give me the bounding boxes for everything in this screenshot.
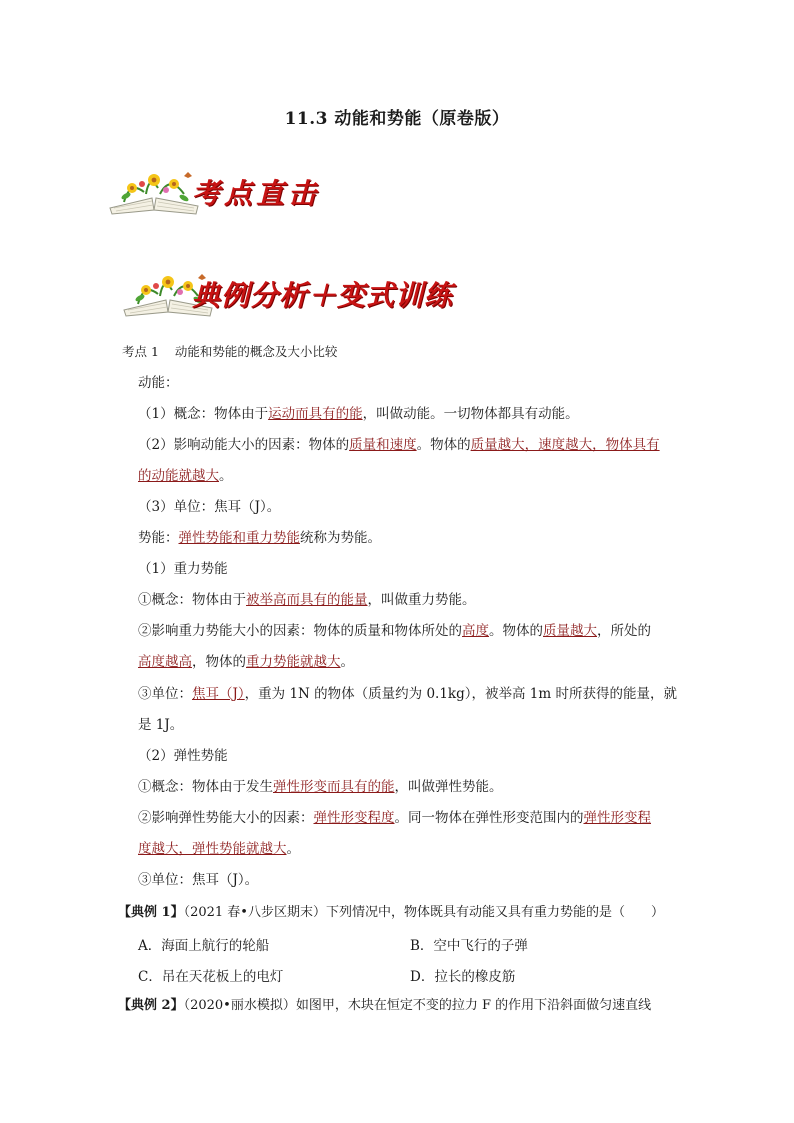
tanxing-concept <box>138 777 503 797</box>
text-span: ，所处的 <box>597 623 651 639</box>
option-b: B．空中飞行的子弹 <box>410 938 528 954</box>
option-d: D．拉长的橡皮筋 <box>410 969 516 985</box>
text-span: ②影响重力势能大小的因素：物体的质量和物体所处的 <box>138 623 462 639</box>
kaodian-title: 动能和势能的概念及大小比较 <box>174 344 338 359</box>
underlined-keyword: 弹性形变程 <box>583 810 651 826</box>
text-span: ，叫做重力势能。 <box>367 592 476 608</box>
text-span: 。同一物体在弹性形变范围内的 <box>394 810 584 826</box>
underlined-keyword: 质量越大，速度越大，物体具有 <box>470 437 660 453</box>
kaodian-number: 考点 1 <box>122 344 159 359</box>
example-text: （2021 春•八步区期末）下列情况中，物体既具有动能又具有重力势能的是（ ） <box>183 905 664 920</box>
text-span: ①概念：物体由于 <box>138 592 246 608</box>
underlined-keyword: 高度越高 <box>138 654 192 670</box>
tanxing-unit: ③单位：焦耳（J）。 <box>138 872 259 888</box>
text-span: 。物体的 <box>416 437 471 453</box>
text-span: 。 <box>340 654 354 670</box>
section-banner-text: 典例分析＋变式训练 <box>192 279 454 312</box>
zhongli-unit <box>138 684 677 704</box>
tanxing-factors <box>138 808 651 828</box>
text-span: （1）概念：物体由于 <box>138 406 269 422</box>
underlined-keyword: 焦耳（J） <box>192 686 245 702</box>
text-span: 。 <box>219 468 233 484</box>
underlined-keyword: 被举高而具有的能量 <box>246 592 368 608</box>
underlined-keyword: 质量越大 <box>543 623 597 639</box>
section-banner-dianli <box>104 266 564 322</box>
zhongli-factors-cont <box>138 652 354 672</box>
tanxing-factors-cont <box>138 839 300 859</box>
example-text: （2020•丽水模拟）如图甲，木块在恒定不变的拉力 F 的作用下沿斜面做匀速直线 <box>183 998 652 1013</box>
dongneng-factors-cont <box>138 466 233 486</box>
underlined-keyword: 度越大，弹性势能就越大 <box>138 841 287 857</box>
zhongli-unit-cont: 是 1J。 <box>138 717 184 733</box>
underlined-keyword: 弹性形变程度 <box>313 810 395 826</box>
example-tag: 【典例 1】 <box>118 905 184 920</box>
example-tag: 【典例 2】 <box>118 998 184 1013</box>
text-span: ，物体的 <box>192 654 246 670</box>
text-span: ，重为 1N 的物体（质量约为 0.1kg），被举高 1m 时所获得的能量，就 <box>244 686 677 702</box>
zhongli-heading: （1）重力势能 <box>138 561 228 577</box>
page-title: 11.3 动能和势能（原卷版） <box>284 109 510 129</box>
text-span: 。物体的 <box>489 623 543 639</box>
text-span: 势能： <box>138 530 179 546</box>
dongneng-heading: 动能： <box>138 375 179 391</box>
text-span: 统称为势能。 <box>300 530 381 546</box>
underlined-keyword: 质量和速度 <box>349 437 417 453</box>
book-flowers-icon <box>104 164 204 216</box>
underlined-keyword: 重力势能就越大 <box>246 654 341 670</box>
zhongli-factors <box>138 621 651 641</box>
underlined-keyword: 的动能就越大 <box>138 468 219 484</box>
tanxing-heading: （2）弹性势能 <box>138 748 228 764</box>
section-banner-text: 考点直击 <box>192 177 321 210</box>
shineng-definition <box>138 528 381 548</box>
text-span: ③单位： <box>138 686 192 702</box>
underlined-keyword: 运动而具有的能 <box>268 406 363 422</box>
kaodian-heading <box>122 342 337 362</box>
section-banner-kaodian <box>104 164 524 220</box>
dongneng-factors <box>138 435 660 455</box>
text-span: ②影响弹性势能大小的因素： <box>138 810 314 826</box>
underlined-keyword: 弹性势能和重力势能 <box>178 530 300 546</box>
dongneng-unit: （3）单位：焦耳（J）。 <box>138 499 281 515</box>
example-1-question <box>118 903 664 923</box>
text-span: ，叫做动能。一切物体都具有动能。 <box>362 406 579 422</box>
zhongli-concept <box>138 590 476 610</box>
text-span: 。 <box>286 841 300 857</box>
underlined-keyword: 弹性形变而具有的能 <box>273 779 395 795</box>
option-c: C．吊在天花板上的电灯 <box>138 969 284 985</box>
text-span: ①概念：物体由于发生 <box>138 779 273 795</box>
text-span: ，叫做弹性势能。 <box>394 779 503 795</box>
dongneng-concept <box>138 404 579 424</box>
option-a: A．海面上航行的轮船 <box>138 938 270 954</box>
underlined-keyword: 高度 <box>462 623 489 639</box>
text-span: （2）影响动能大小的因素：物体的 <box>138 437 350 453</box>
example-2-question <box>118 996 651 1016</box>
